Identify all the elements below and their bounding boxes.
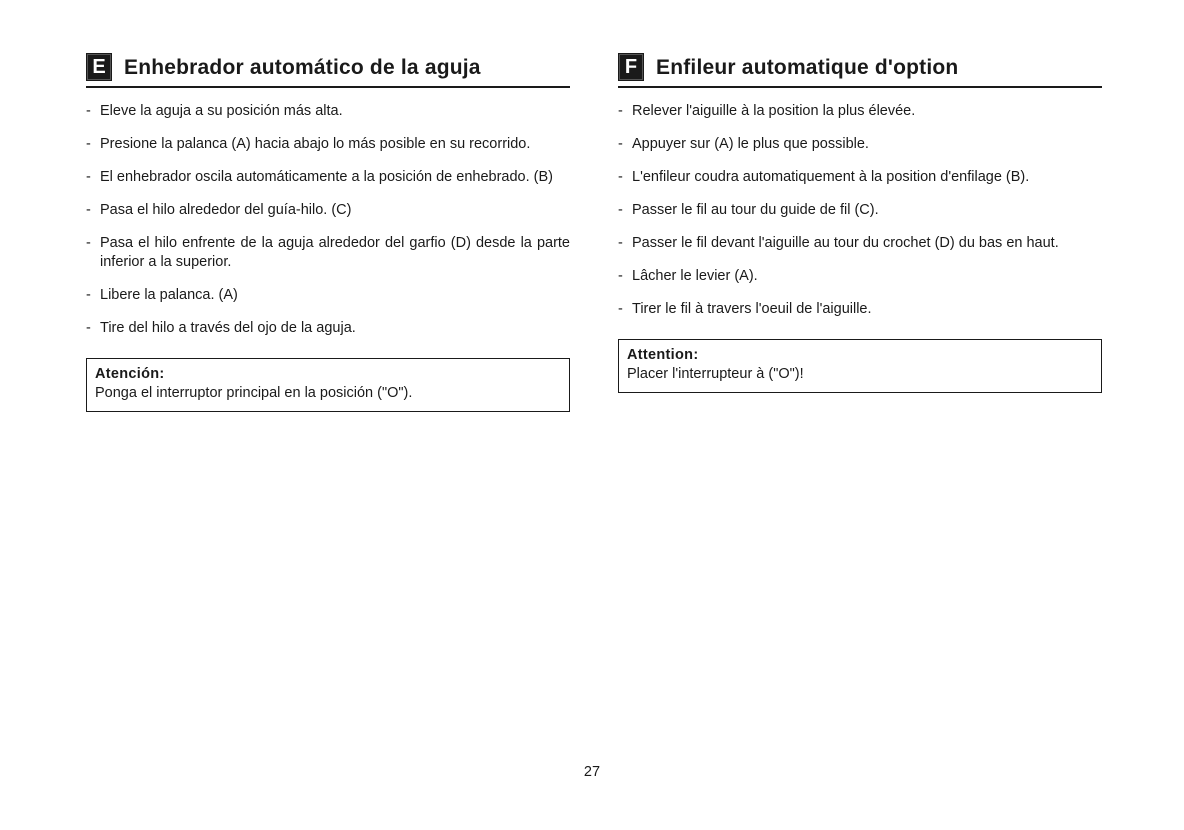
- spanish-step: [86, 102, 570, 121]
- spanish-notice-box: [86, 358, 570, 412]
- french-step: [618, 201, 1102, 220]
- french-notice-title: Attention:: [627, 347, 699, 363]
- french-step-text: Lâcher le levier (A).: [632, 268, 758, 284]
- dash: -: [86, 169, 91, 185]
- language-badge-f-icon: F: [618, 53, 644, 81]
- french-step-text: L'enfileur coudra automatiquement à la position d'enfilage (B).: [632, 169, 1030, 185]
- dash: -: [618, 235, 623, 251]
- spanish-step: [86, 168, 570, 187]
- spanish-step-text: Eleve la aguja a su posición más alta.: [100, 103, 343, 119]
- dash: -: [618, 268, 623, 284]
- dash: -: [86, 202, 91, 218]
- spanish-notice-title: Atención:: [95, 366, 165, 382]
- spanish-step: [86, 201, 570, 220]
- dash: -: [618, 202, 623, 218]
- dash: -: [86, 235, 91, 251]
- dash: -: [618, 103, 623, 119]
- french-step-text: Passer le fil devant l'aiguille au tour du crochet (D) du bas en haut.: [632, 235, 1059, 251]
- spanish-section: [86, 52, 570, 412]
- french-step: [618, 102, 1102, 121]
- spanish-step: [86, 319, 570, 338]
- dash: -: [86, 103, 91, 119]
- french-heading: [618, 52, 1102, 88]
- french-title: Enfileur automatique d'option: [656, 55, 959, 79]
- french-step-text: Tirer le fil à travers l'oeuil de l'aiguille.: [632, 301, 872, 317]
- french-step: [618, 234, 1102, 253]
- spanish-heading: [86, 52, 570, 88]
- spanish-step-text: Presione la palanca (A) hacia abajo lo más posible en su recorrido.: [100, 136, 531, 152]
- dash: -: [618, 136, 623, 152]
- french-step: [618, 267, 1102, 286]
- dash: -: [618, 301, 623, 317]
- spanish-title: Enhebrador automático de la aguja: [124, 55, 481, 79]
- dash: -: [86, 287, 91, 303]
- french-notice-text: Placer l'interrupteur à ("O")!: [627, 366, 804, 382]
- french-step-text: Passer le fil au tour du guide de fil (C).: [632, 202, 879, 218]
- spanish-step: [86, 135, 570, 154]
- spanish-step: [86, 286, 570, 305]
- dash: -: [618, 169, 623, 185]
- spanish-steps-list: [86, 102, 570, 338]
- spanish-step-text: Tire del hilo a través del ojo de la aguja.: [100, 320, 356, 336]
- language-badge-e-icon: E: [86, 53, 112, 81]
- spanish-step-text: Libere la palanca. (A): [100, 287, 238, 303]
- french-step-text: Relever l'aiguille à la position la plus élevée.: [632, 103, 916, 119]
- french-steps-list: [618, 102, 1102, 319]
- dash: -: [86, 320, 91, 336]
- french-step: [618, 168, 1102, 187]
- dash: -: [86, 136, 91, 152]
- french-section: [618, 52, 1102, 393]
- french-step: [618, 300, 1102, 319]
- spanish-step: [86, 234, 570, 272]
- french-step: [618, 135, 1102, 154]
- spanish-step-text: Pasa el hilo alrededor del guía-hilo. (C): [100, 202, 352, 218]
- spanish-step-text: El enhebrador oscila automáticamente a la posición de enhebrado. (B): [100, 169, 553, 185]
- french-notice-box: [618, 339, 1102, 393]
- spanish-notice-text: Ponga el interruptor principal en la posición ("O").: [95, 385, 413, 401]
- french-step-text: Appuyer sur (A) le plus que possible.: [632, 136, 869, 152]
- page-number: 27: [583, 764, 601, 780]
- spanish-step-text: Pasa el hilo enfrente de la aguja alrededor del garfio (D) desde la parte inferior a la superior.: [100, 235, 570, 270]
